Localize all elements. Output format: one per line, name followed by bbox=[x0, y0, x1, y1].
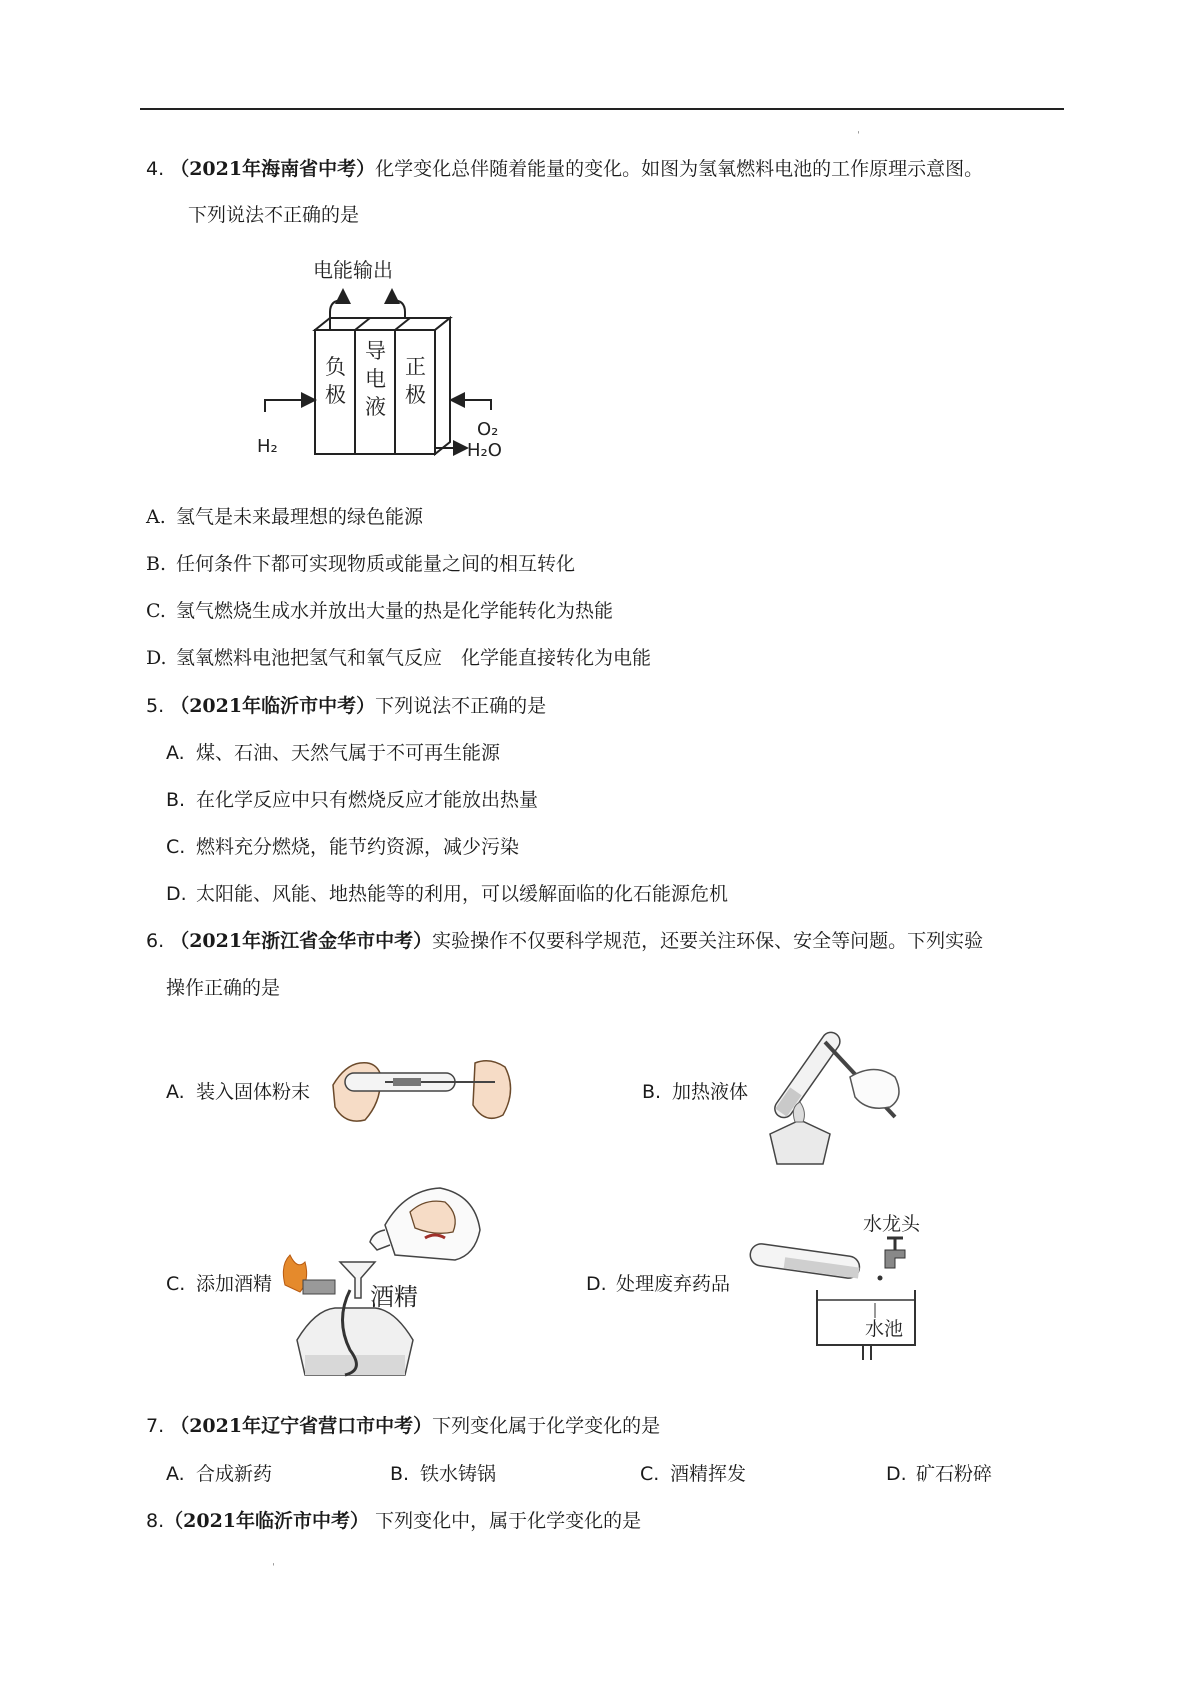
add-alcohol-illustration bbox=[275, 1170, 485, 1385]
option-text: 煤、石油、天然气属于不可再生能源 bbox=[196, 742, 501, 764]
q6-option-c bbox=[166, 1270, 272, 1298]
pool-label: 水池 bbox=[865, 1318, 904, 1340]
option-text: 任何条件下都可实现物质或能量之间的相互转化 bbox=[176, 553, 576, 575]
q6-stem-line1 bbox=[146, 927, 983, 955]
q4-option-a bbox=[146, 503, 423, 531]
h2-label: H₂ bbox=[257, 436, 278, 457]
option-label: A. bbox=[166, 1081, 185, 1103]
heat-liquid-illustration bbox=[755, 1022, 915, 1172]
electrolyte-label-3: 液 bbox=[365, 395, 386, 419]
q8-stem bbox=[146, 1507, 641, 1535]
q5-option-b bbox=[166, 786, 538, 814]
q5-source: （2021年临沂市中考） bbox=[170, 695, 376, 717]
option-text: 酒精挥发 bbox=[670, 1463, 747, 1485]
electrolyte-label-2: 电 bbox=[365, 367, 386, 391]
anode-label-1: 负 bbox=[325, 355, 346, 379]
q5-option-d bbox=[166, 880, 728, 908]
option-label: D. bbox=[166, 883, 187, 905]
option-label: D. bbox=[586, 1273, 607, 1295]
option-text: 氢气燃烧生成水并放出大量的热是化学能转化为热能 bbox=[176, 600, 614, 622]
fuel-cell-output-label: 电能输出 bbox=[313, 258, 393, 282]
option-text: 装入固体粉末 bbox=[196, 1081, 311, 1103]
q7-source: （2021年辽宁省营口市中考） bbox=[170, 1415, 433, 1437]
scan-mark: ˌ bbox=[857, 124, 860, 135]
q8-source: （2021年临沂市中考） bbox=[164, 1510, 370, 1532]
option-label: B. bbox=[146, 553, 167, 575]
option-label: B. bbox=[642, 1081, 662, 1103]
q8-stem-text: 下列变化中，属于化学变化的是 bbox=[375, 1510, 642, 1532]
q4-stem-line2: 下列说法不正确的是 bbox=[188, 204, 360, 226]
q5-option-c bbox=[166, 833, 519, 861]
q4-source: （2021年海南省中考） bbox=[170, 158, 376, 180]
q6-source: （2021年浙江省金华市中考） bbox=[170, 930, 433, 952]
q4-option-c bbox=[146, 597, 613, 625]
q6-option-d bbox=[586, 1270, 730, 1298]
option-label: B. bbox=[390, 1463, 410, 1485]
dispose-waste-illustration bbox=[745, 1210, 930, 1360]
option-text: 处理废弃药品 bbox=[616, 1273, 731, 1295]
option-text: 燃料充分燃烧，能节约资源，减少污染 bbox=[196, 836, 520, 858]
o2-label: O₂ bbox=[477, 419, 499, 440]
q5-number: 5. bbox=[146, 695, 165, 717]
tap-label: 水龙头 bbox=[863, 1213, 921, 1235]
q4-number: 4. bbox=[146, 158, 165, 180]
option-label: D. bbox=[146, 647, 167, 669]
option-text: 合成新药 bbox=[196, 1463, 273, 1485]
q7-number: 7. bbox=[146, 1415, 165, 1437]
option-text: 在化学反应中只有燃烧反应才能放出热量 bbox=[196, 789, 539, 811]
q6-stem-line2: 操作正确的是 bbox=[166, 977, 281, 999]
header-rule bbox=[140, 108, 1064, 110]
option-label: B. bbox=[166, 789, 186, 811]
q7-stem bbox=[146, 1412, 660, 1440]
option-text: 氢氧燃料电池把氢气和氧气反应 化学能直接转化为电能 bbox=[176, 647, 652, 669]
option-label: C. bbox=[640, 1463, 660, 1485]
q4-option-d bbox=[146, 644, 651, 672]
q4-stem-line1 bbox=[146, 155, 983, 183]
h2o-label: H₂O bbox=[467, 440, 502, 461]
q6-number: 6. bbox=[146, 930, 165, 952]
q7-option-a bbox=[166, 1460, 272, 1488]
q7-stem-text: 下列变化属于化学变化的是 bbox=[432, 1415, 661, 1437]
cathode-label-2: 极 bbox=[405, 383, 426, 407]
q7-option-c bbox=[640, 1460, 746, 1488]
option-label: A. bbox=[166, 742, 185, 764]
option-text: 加热液体 bbox=[672, 1081, 749, 1103]
option-text: 添加酒精 bbox=[196, 1273, 273, 1295]
anode-label-2: 极 bbox=[325, 383, 346, 407]
q7-option-d bbox=[886, 1460, 992, 1488]
electrolyte-label-1: 导 bbox=[365, 339, 386, 363]
option-text: 太阳能、风能、地热能等的利用，可以缓解面临的化石能源危机 bbox=[196, 883, 729, 905]
option-label: A. bbox=[146, 506, 166, 528]
q5-stem bbox=[146, 692, 546, 720]
q5-stem-text: 下列说法不正确的是 bbox=[375, 695, 547, 717]
option-text: 矿石粉碎 bbox=[916, 1463, 993, 1485]
scan-mark: ˌ bbox=[272, 1556, 275, 1567]
option-label: C. bbox=[166, 836, 186, 858]
q6-stem-text: 实验操作不仅要科学规范，还要关注环保、安全等问题。下列实验 bbox=[432, 930, 984, 952]
option-label: C. bbox=[146, 600, 166, 622]
q4-stem-text: 化学变化总伴随着能量的变化。如图为氢氧燃料电池的工作原理示意图。 bbox=[375, 158, 984, 180]
cathode-label-1: 正 bbox=[405, 355, 426, 379]
option-text: 氢气是未来最理想的绿色能源 bbox=[176, 506, 424, 528]
option-label: C. bbox=[166, 1273, 186, 1295]
q6-option-b bbox=[642, 1078, 748, 1106]
option-label: D. bbox=[886, 1463, 907, 1485]
fill-powder-illustration bbox=[325, 1045, 520, 1130]
fuel-cell-diagram bbox=[255, 250, 525, 468]
option-text: 铁水铸锅 bbox=[420, 1463, 497, 1485]
q8-number: 8. bbox=[146, 1510, 165, 1532]
q5-option-a bbox=[166, 739, 500, 767]
q6-option-a bbox=[166, 1078, 310, 1106]
q7-option-b bbox=[390, 1460, 496, 1488]
q4-option-b bbox=[146, 550, 575, 578]
option-label: A. bbox=[166, 1463, 185, 1485]
alcohol-label: 酒精 bbox=[370, 1283, 418, 1311]
